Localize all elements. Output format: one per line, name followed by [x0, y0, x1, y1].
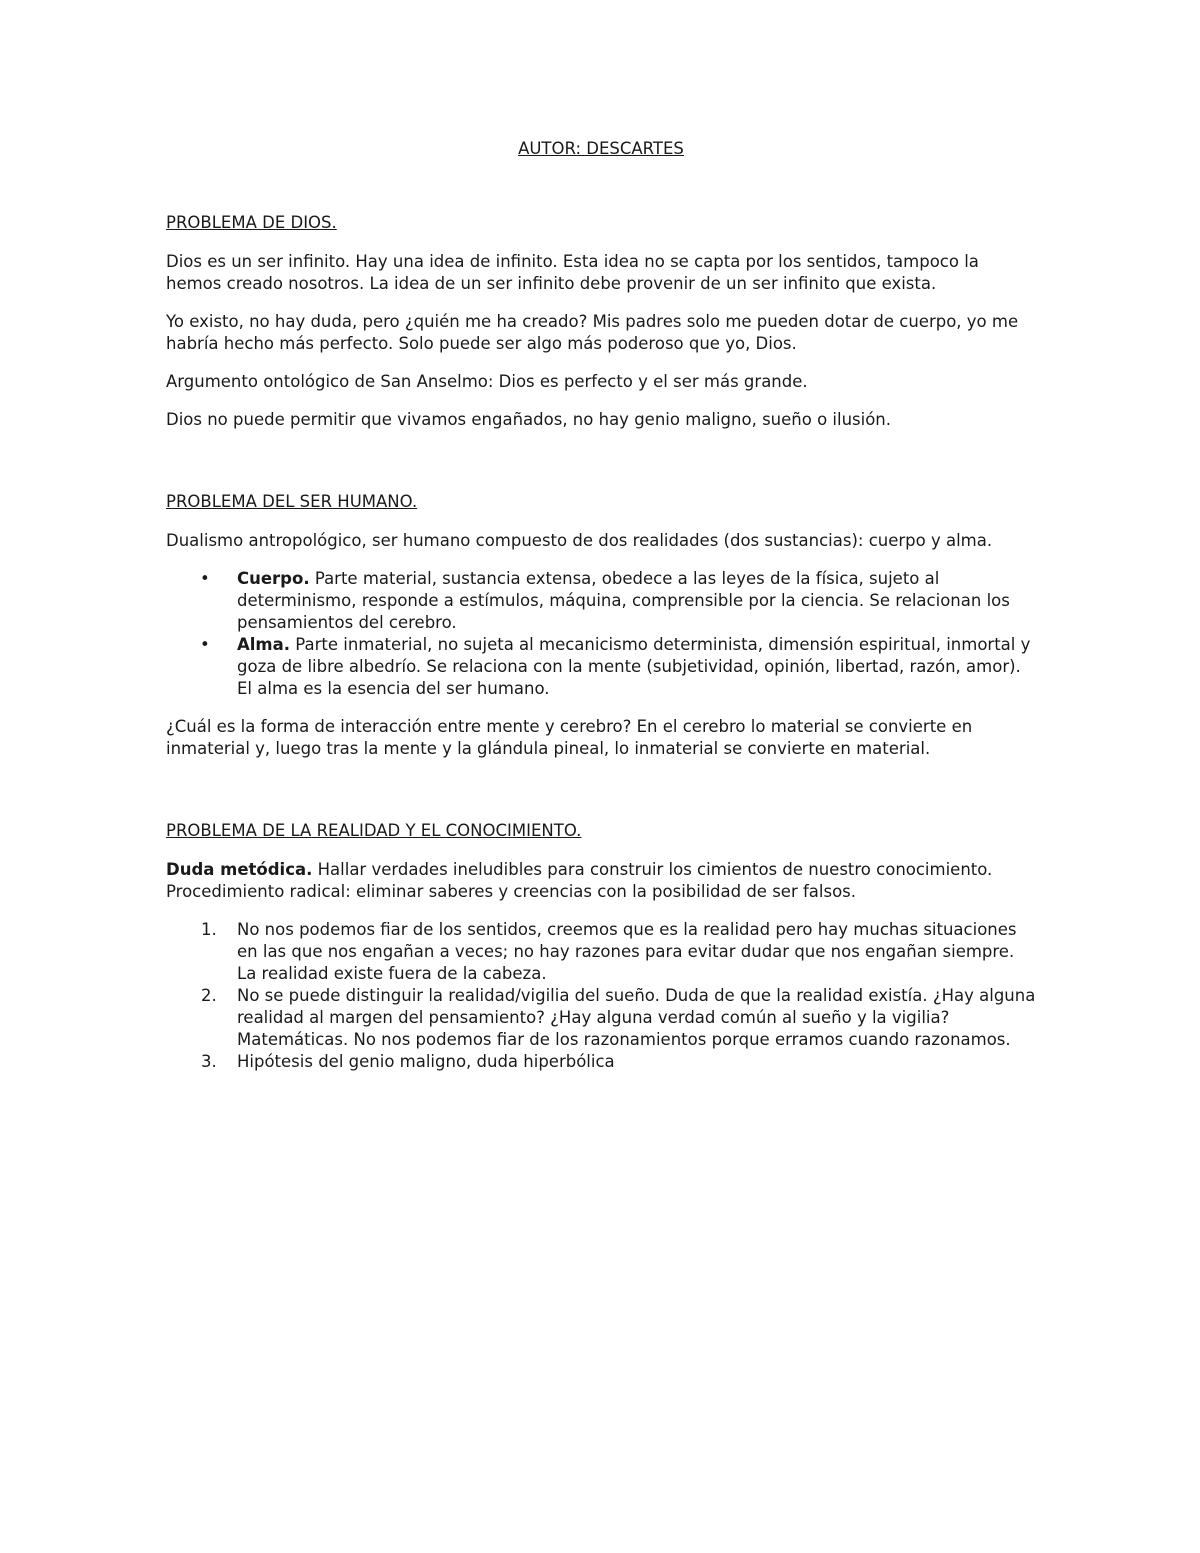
list-item-text: Parte inmaterial, no sujeta al mecanicismo determinista, dimensión espiritual, inmortal y goza de libre albedrío. Se relaciona con la mente (subjetividad, opinión, libertad, razón, amor). El alma es la esencia del ser humano.	[237, 635, 1031, 698]
list-item-text: Parte material, sustancia extensa, obedece a las leyes de la física, sujeto al determinismo, responde a estímulos, máquina, comprensible por la ciencia. Se relacionan los pensamientos del cerebro.	[237, 569, 1010, 632]
paragraph: Yo existo, no hay duda, pero ¿quién me ha creado? Mis padres solo me pueden dotar de cuerpo, yo me habría hecho más perfecto. Solo puede ser algo más poderoso que yo, Dios.	[166, 312, 1019, 353]
paragraph: Argumento ontológico de San Anselmo: Dios es perfecto y el ser más grande.	[166, 372, 808, 391]
list-item-number: 3.	[201, 1052, 217, 1071]
list-item	[166, 634, 1036, 700]
paragraph: Dios es un ser infinito. Hay una idea de infinito. Esta idea no se capta por los sentidos, tampoco la hemos creado nosotros. La idea de un ser infinito debe provenir de un ser infinito que exista.	[166, 252, 979, 293]
list-item-number: 1.	[201, 920, 217, 939]
section-heading-ser-humano: PROBLEMA DEL SER HUMANO.	[166, 492, 418, 511]
paragraph: Dios no puede permitir que vivamos engañados, no hay genio maligno, sueño o ilusión.	[166, 410, 892, 429]
bullet-list	[166, 568, 1036, 700]
list-item-term: Cuerpo.	[237, 569, 310, 588]
bullet-icon: •	[200, 635, 210, 654]
paragraph-term: Duda metódica.	[166, 860, 313, 879]
paragraph	[166, 859, 1036, 903]
list-item-text: No se puede distinguir la realidad/vigilia del sueño. Duda de que la realidad existía. ¿Hay alguna realidad al margen del pensamiento? ¿Hay alguna verdad común al sueño y la vigilia? Matemáticas. No nos podemos fiar de los razonamientos porque erramos cuando razonamos.	[237, 986, 1036, 1049]
numbered-list	[166, 919, 1036, 1073]
list-item	[166, 919, 1036, 985]
paragraph-text: Hallar verdades ineludibles para construir los cimientos de nuestro conocimiento. Procedimiento radical: eliminar saberes y creencias con la posibilidad de ser falsos.	[166, 860, 993, 901]
list-item-term: Alma.	[237, 635, 291, 654]
paragraph: Dualismo antropológico, ser humano compuesto de dos realidades (dos sustancias): cuerpo y alma.	[166, 531, 993, 550]
document-title: AUTOR: DESCARTES	[518, 139, 684, 158]
list-item	[166, 1051, 1036, 1073]
list-item-text: Hipótesis del genio maligno, duda hiperbólica	[237, 1052, 615, 1071]
section-heading-dios: PROBLEMA DE DIOS.	[166, 213, 337, 232]
paragraph: ¿Cuál es la forma de interacción entre mente y cerebro? En el cerebro lo material se convierte en inmaterial y, luego tras la mente y la glándula pineal, lo inmaterial se convierte en material.	[166, 717, 973, 758]
list-item	[166, 985, 1036, 1051]
list-item-number: 2.	[201, 986, 217, 1005]
list-item	[166, 568, 1036, 634]
section-heading-realidad-conocimiento: PROBLEMA DE LA REALIDAD Y EL CONOCIMIENTO.	[166, 821, 582, 840]
list-item-text: No nos podemos fiar de los sentidos, creemos que es la realidad pero hay muchas situaciones en las que nos engañan a veces; no hay razones para evitar dudar que nos engañan siempre. La realidad existe fuera de la cabeza.	[237, 920, 1017, 983]
bullet-icon: •	[200, 569, 210, 588]
document-page	[166, 138, 1036, 1073]
